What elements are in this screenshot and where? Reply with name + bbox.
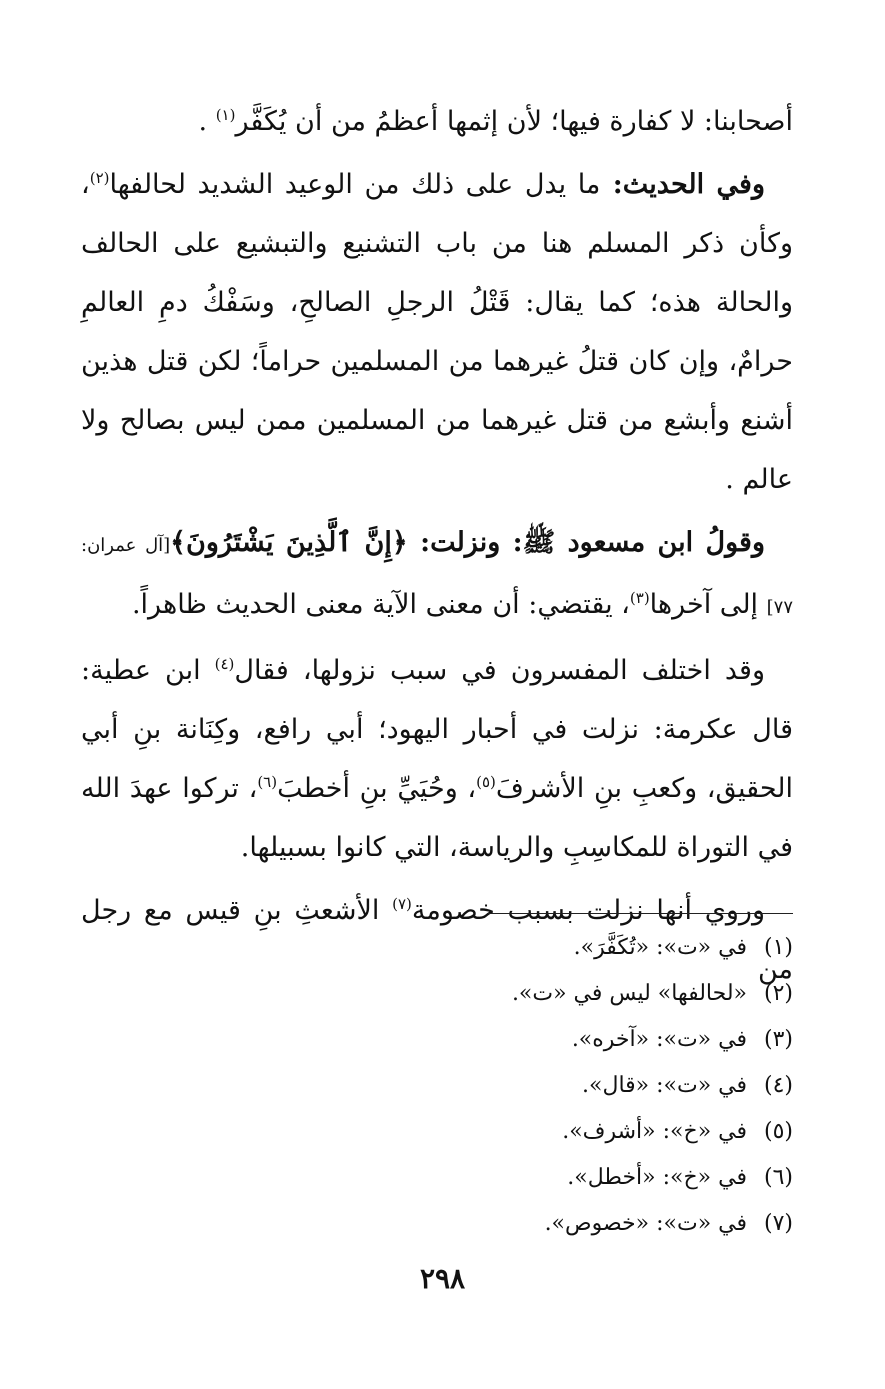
paragraph-2 [81,155,793,509]
footnote-item [193,1201,793,1247]
footnote-number: (٣) [763,1027,793,1052]
footnote-number: (٧) [763,1211,793,1236]
footnote-ref-5[interactable]: (٥) [476,773,496,791]
bold-run: وفي الحديث: [600,169,765,200]
footnote-item [193,971,793,1017]
text-run: ، يقتضي: أن معنى الآية معنى الحديث ظاهراً. [131,589,630,620]
footnote-text: في «خ»: «أشرف». [562,1119,747,1144]
footnote-text: «لحالفها» ليس في «ت». [511,981,747,1006]
text-run: ما يدل على ذلك من الوعيد الشديد لحالفها [109,169,601,200]
footnote-item [193,1017,793,1063]
paragraph-1 [81,92,793,151]
footnotes [193,925,793,1247]
footnote-ref-3[interactable]: (٣) [629,589,650,607]
footnote-item [193,1109,793,1155]
footnote-separator [488,913,793,914]
main-text [81,92,793,1003]
footnote-text: في «خ»: «أخطل». [567,1165,747,1190]
footnote-ref-1[interactable]: (١) [215,106,236,124]
text-run: وروي أنها نزلت بسبب خصومة [411,895,765,926]
footnote-text: في «ت»: «قال». [582,1073,747,1098]
footnote-item [193,1155,793,1201]
footnote-text: في «ت»: «آخره». [571,1027,747,1052]
bold-run: ونزلت: [407,527,501,558]
quran-verse: ﴿إِنَّ ٱلَّذِينَ يَشْتَرُونَ﴾ [170,527,408,558]
footnote-item [193,925,793,971]
footnote-text: في «ت»: «تُكَفَّرَ». [573,935,747,960]
footnote-text: في «ت»: «خصوص». [544,1211,747,1236]
text-run: ، وكأن ذكر المسلم هنا من باب التشنيع والتبشيع على الحالف والحالة هذه؛ كما يقال: قَتْلُ الرجلِ الصالحِ، وسَفْكُ دمِ العالمِ حرامٌ، وإن كان قتلُ غيرهما من المسلمين حراماً؛ لكن قتل هذين أشنع وأبشع من قتل غيرهما من المسلمين ممن ليس بصالح ولا عالم . [81,169,793,495]
text-run: ابن عطية: قال عكرمة: نزلت في أحبار اليهود؛ أبي رافع، وكِنَانة بنِ أبي الحقيق، وكعبِ بنِ الأشرفَ [81,655,793,804]
footnote-ref-4[interactable]: (٤) [214,655,235,673]
bold-run: وقولُ ابن مسعود ﷺ: [500,527,766,558]
paragraph-3 [81,513,793,637]
text-run: وقد اختلف المفسرون في سبب نزولها، فقال [234,655,765,686]
footnote-number: (٤) [763,1073,793,1098]
quran-reference: [آل عمران: ٧٧] [81,535,793,618]
text-run: ، وحُيَيِّ بنِ أخطبَ [277,773,477,804]
page-number: ٢٩٨ [419,1262,466,1295]
text-run: . [198,106,216,137]
footnote-item [193,1063,793,1109]
footnote-number: (٦) [763,1165,793,1190]
footnote-ref-7[interactable]: (٧) [392,895,412,913]
text-run: ، تركوا عهدَ الله في التوراة للمكاسِبِ والرياسة، التي كانوا بسبيلها. [81,773,793,863]
text-run: الأشعثِ بنِ قيس مع رجل من [81,895,793,985]
paragraph-4 [81,641,793,877]
footnote-ref-6[interactable]: (٦) [257,773,278,791]
text-run: أصحابنا: لا كفارة فيها؛ لأن إثمها أعظمُ من أن يُكَفَّر [235,106,793,137]
footnote-ref-2[interactable]: (٢) [89,169,110,187]
text-run: إلى آخرها [649,589,767,620]
footnote-number: (٢) [763,981,793,1006]
footnote-number: (١) [763,935,793,960]
footnote-number: (٥) [763,1119,793,1144]
